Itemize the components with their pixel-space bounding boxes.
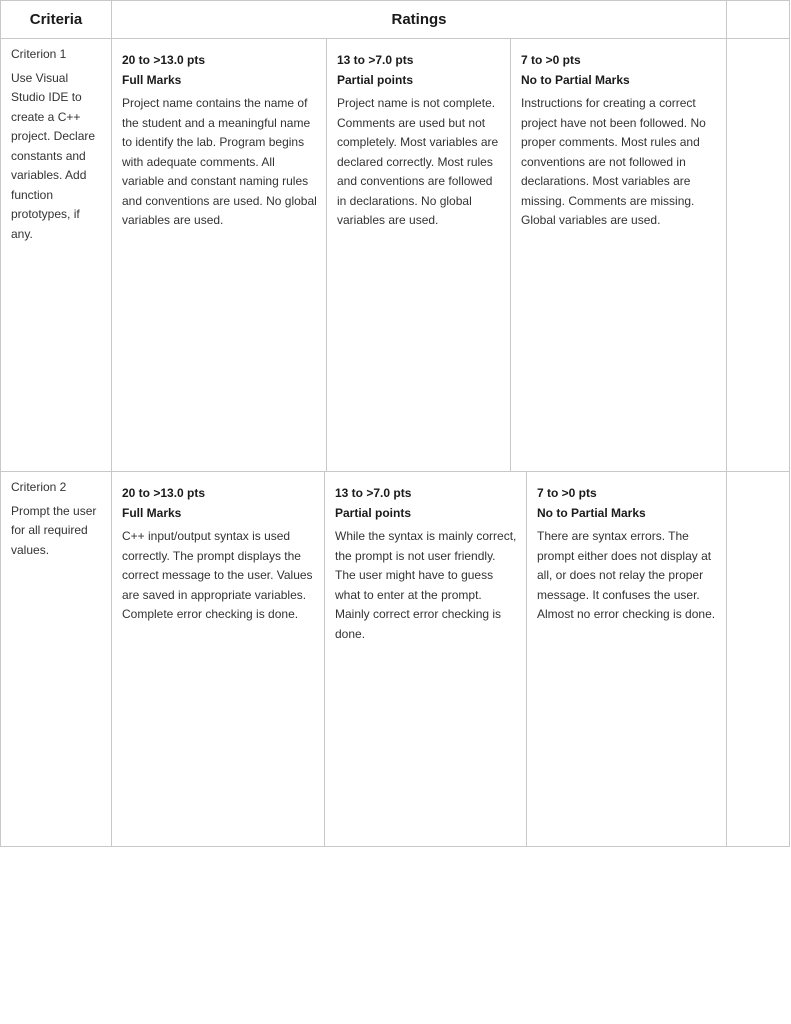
criterion-description: Prompt the user for all required values.	[11, 503, 97, 557]
ratings-column-header: Ratings	[391, 11, 447, 28]
rating-cell	[537, 484, 719, 625]
criterion-cell	[11, 478, 103, 560]
rating-level: No to Partial Marks	[537, 505, 646, 520]
criterion-name: Criterion 1	[11, 47, 67, 61]
criterion-description: Use Visual Studio IDE to create a C++ project. Declare constants and variables. Add function prototypes, if any.	[11, 70, 96, 241]
rating-description: Project name contains the name of the student and a meaningful name to identify the lab. Program begins with adequate comments. All variable and constant naming rules and conventions are used. No global variables are used.	[122, 96, 317, 227]
criterion-cell	[11, 45, 103, 244]
rating-points: 7 to >0 pts	[537, 486, 597, 500]
rating-divider	[510, 39, 511, 472]
rating-divider	[526, 472, 527, 847]
rating-points: 7 to >0 pts	[521, 53, 581, 67]
rating-points: 20 to >13.0 pts	[122, 486, 206, 500]
rating-level: Partial points	[335, 505, 412, 520]
criteria-column-header: Criteria	[29, 11, 83, 28]
rating-cell	[521, 51, 719, 231]
row-divider	[1, 471, 790, 472]
rating-description: C++ input/output syntax is used correctly. The prompt displays the correct message to the user. Values are saved in appropriate variables. Complete error checking is done.	[122, 529, 313, 621]
rating-divider	[324, 472, 325, 847]
column-divider	[726, 1, 727, 847]
rating-points: 13 to >7.0 pts	[337, 53, 414, 67]
criterion-name: Criterion 2	[11, 480, 67, 494]
rating-points: 13 to >7.0 pts	[335, 486, 412, 500]
rating-description: Project name is not complete. Comments are used but not completely. Most variables are declared correctly. Most rules and conventions are followed in declarations. No global variables are used.	[337, 96, 499, 227]
rating-points: 20 to >13.0 pts	[122, 53, 206, 67]
rating-description: While the syntax is mainly correct, the prompt is not user friendly. The user might have to guess what to enter at the prompt. Mainly correct error checking is done.	[335, 529, 517, 641]
rating-cell	[122, 51, 320, 231]
rating-cell	[337, 51, 503, 231]
rating-level: Full Marks	[122, 72, 182, 87]
rating-description: There are syntax errors. The prompt either does not display at all, or does not relay the proper message. It confuses the user. Almost no error checking is done.	[537, 529, 716, 621]
rating-cell	[122, 484, 318, 625]
rating-description: Instructions for creating a correct project have not been followed. No proper comments. Most rules and conventions are not followed in declarations. Most variables are missing. Comments are missing. Global variables are used.	[521, 96, 706, 227]
rating-cell	[335, 484, 519, 644]
rating-level: No to Partial Marks	[521, 72, 630, 87]
rating-divider	[326, 39, 327, 472]
rating-level: Full Marks	[122, 505, 182, 520]
rating-level: Partial points	[337, 72, 414, 87]
column-divider	[111, 1, 112, 847]
